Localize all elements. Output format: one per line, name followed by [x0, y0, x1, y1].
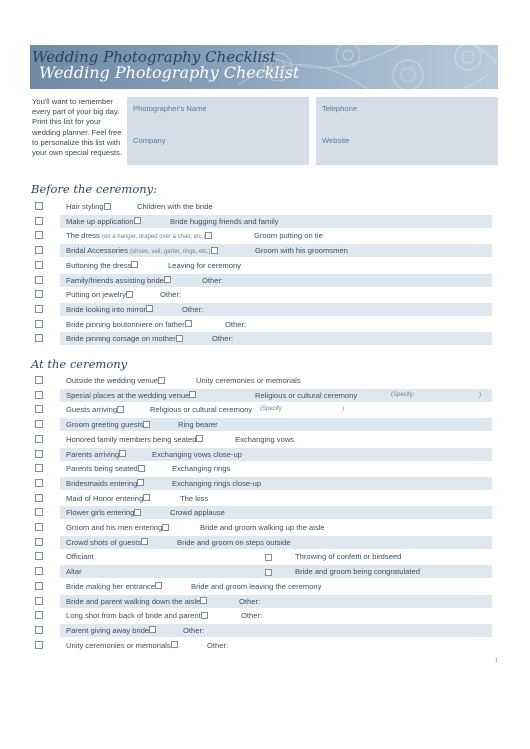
checkbox[interactable]: [35, 582, 43, 590]
checkbox[interactable]: [35, 276, 43, 284]
checkbox[interactable]: [143, 421, 150, 428]
item-label-secondary: Other:: [160, 290, 182, 300]
item-label-secondary: Throwing of confetti or birdseed: [295, 552, 402, 562]
checkbox[interactable]: [205, 232, 212, 239]
checklist-row: [60, 565, 492, 578]
checkbox[interactable]: [171, 641, 178, 648]
checkbox[interactable]: [35, 464, 43, 472]
item-label: Parents arriving: [66, 449, 120, 459]
item-label-secondary: Exchanging vows: [235, 434, 295, 444]
item-label: Bridal Accessories: [66, 246, 129, 256]
item-label-secondary: Other:: [241, 611, 263, 621]
item-label: Long shot from back of bride and parent: [66, 611, 201, 621]
item-label: Flower girls entering: [66, 508, 135, 518]
photographer-name-label: Photographer's Name: [133, 104, 207, 113]
item-label: Family/friends assisting bride: [66, 275, 164, 285]
item-label: Make up application: [66, 216, 134, 226]
checklist-row: [60, 374, 492, 387]
specify-close: ): [342, 406, 344, 413]
checklist-row: [60, 624, 492, 637]
specify-close: ): [479, 391, 481, 398]
item-label-secondary: Other:: [202, 275, 224, 285]
checkbox[interactable]: [35, 391, 43, 399]
item-label-secondary: Exchanging rings: [172, 464, 231, 474]
item-label-secondary: Bride hugging friends and family: [170, 216, 279, 226]
item-label: Bridesmaids entering: [66, 478, 138, 488]
item-label: Putting on jewelry: [66, 290, 126, 300]
section-title: Before the ceremony:: [31, 182, 158, 196]
item-label-secondary: Bride and groom leaving the ceremony: [191, 581, 322, 591]
checkbox[interactable]: [143, 494, 150, 501]
item-label-secondary: Other:: [183, 625, 205, 635]
checklist-row: [60, 521, 492, 534]
checkbox[interactable]: [185, 320, 192, 327]
item-label: Special places at the wedding venue: [66, 390, 190, 400]
checkbox[interactable]: [35, 552, 43, 560]
item-label: Guests arriving: [66, 405, 118, 415]
item-label: Bride looking into mirror: [66, 304, 147, 314]
checkbox[interactable]: [35, 290, 43, 298]
specify-note: (Specify:: [391, 391, 415, 398]
checklist-row: [60, 229, 492, 242]
checkbox[interactable]: [35, 305, 43, 313]
section-title: At the ceremony: [31, 357, 128, 371]
item-label-secondary: Other:: [207, 640, 229, 650]
telephone-field[interactable]: [316, 97, 498, 133]
checkbox[interactable]: [104, 203, 111, 210]
item-label-secondary: Ring bearer: [178, 420, 218, 430]
checkbox[interactable]: [35, 479, 43, 487]
item-label-secondary: Unity ceremonies or memorials: [196, 376, 301, 385]
item-label-secondary: Exchanging vows close-up: [152, 449, 242, 459]
item-label: Altar: [66, 567, 82, 577]
intro-text: You'll want to remember every part of your big day. Print this list for your wedding planner. Feel free to personalize this list with your own special requests.: [32, 97, 122, 158]
checklist-row: [60, 389, 492, 402]
item-label: Hair styling: [66, 202, 104, 211]
checkbox[interactable]: [35, 611, 43, 619]
checkbox[interactable]: [149, 626, 156, 633]
checklist-row: [60, 595, 492, 608]
checklist-row: [60, 288, 492, 301]
item-label-secondary: Other:: [239, 596, 261, 606]
checklist-row: [60, 244, 492, 257]
checkbox[interactable]: [265, 569, 272, 576]
item-label-secondary: Groom putting on tie: [254, 231, 323, 241]
checkbox[interactable]: [35, 435, 43, 443]
checkbox[interactable]: [35, 261, 43, 269]
checkbox[interactable]: [35, 320, 43, 328]
checkbox[interactable]: [35, 538, 43, 546]
checkbox[interactable]: [176, 335, 183, 342]
checkbox[interactable]: [196, 435, 203, 442]
specify-note: (Specify:: [260, 406, 284, 413]
checkbox[interactable]: [201, 612, 208, 619]
checkbox[interactable]: [35, 494, 43, 502]
checklist-row: [60, 448, 492, 461]
checkbox[interactable]: [35, 246, 43, 254]
checklist-row: [60, 274, 492, 287]
website-field[interactable]: [316, 129, 498, 165]
company-field[interactable]: [127, 129, 309, 165]
item-label: Groom greeting guests: [66, 420, 144, 430]
checklist-row: [60, 639, 492, 652]
checklist-row: [60, 477, 492, 490]
checklist-row: [60, 215, 492, 228]
checklist-row: [60, 200, 492, 213]
checkbox[interactable]: [35, 450, 43, 458]
checklist-row: [60, 580, 492, 593]
item-label-secondary: Bride and groom on steps outside: [177, 537, 291, 547]
checkbox[interactable]: [35, 334, 43, 342]
checkbox[interactable]: [35, 626, 43, 634]
title-back: Wedding Photography Checklist: [32, 48, 276, 66]
item-label-secondary: The kiss: [180, 493, 209, 503]
checklist-row: [60, 259, 492, 272]
checkbox[interactable]: [265, 554, 272, 561]
checklist-row: [60, 318, 492, 331]
checkbox[interactable]: [35, 217, 43, 225]
checkbox[interactable]: [35, 202, 43, 210]
item-label: Officiant: [66, 552, 94, 562]
checkbox[interactable]: [35, 641, 43, 649]
item-label: Bride making her entrance: [66, 581, 156, 591]
item-label: Outside the wedding venue: [66, 376, 159, 385]
item-label-secondary: Leaving for ceremony: [168, 260, 242, 270]
checklist-row: [60, 492, 492, 505]
item-label-secondary: Bride and groom being congratulated: [295, 567, 420, 577]
checkbox[interactable]: [158, 377, 165, 384]
item-label-secondary: Groom with his groomsmen: [255, 246, 348, 256]
checkbox[interactable]: [134, 217, 141, 224]
item-label: Bride pinning corsage on mother: [66, 334, 176, 344]
checkbox[interactable]: [126, 291, 133, 298]
checklist-row: [60, 462, 492, 475]
checkbox[interactable]: [35, 597, 43, 605]
checklist-row: [60, 418, 492, 431]
item-label: Crowd shots of guests: [66, 537, 142, 547]
item-label-secondary: Other:: [212, 334, 234, 344]
item-label: Unity ceremonies or memorials: [66, 640, 171, 650]
checkbox[interactable]: [35, 567, 43, 575]
item-label: Honored family members being seated: [66, 434, 197, 444]
item-label-secondary: Children with the bride: [137, 202, 213, 211]
checkbox[interactable]: [137, 479, 144, 486]
checkbox[interactable]: [200, 597, 207, 604]
item-label: Buttoning the dress: [66, 260, 132, 270]
page-number: 1: [495, 658, 499, 664]
checkbox[interactable]: [119, 450, 126, 457]
checkbox[interactable]: [211, 247, 218, 254]
item-label-secondary: Bride and groom walking up the aisle: [200, 523, 325, 532]
item-label-secondary: Crowd applause: [170, 508, 225, 518]
checklist-row: [60, 403, 492, 416]
website-label: Website: [322, 136, 350, 145]
checklist-row: [60, 506, 492, 519]
checkbox[interactable]: [35, 376, 43, 384]
company-label: Company: [133, 136, 166, 145]
item-label-secondary: Religious or cultural ceremony: [255, 390, 358, 400]
checklist-row: [60, 609, 492, 622]
item-label-secondary: Religious or cultural ceremony: [150, 405, 253, 415]
checklist-row: [60, 433, 492, 446]
item-note: (shoes, veil, garter, rings, etc.): [130, 249, 211, 256]
item-label: Parents being seated: [66, 464, 138, 474]
checkbox[interactable]: [189, 391, 196, 398]
checkbox[interactable]: [164, 276, 171, 283]
page-title: Wedding Photography Checklist: [39, 63, 300, 82]
item-label: Maid of Honor entering: [66, 493, 144, 503]
checkbox[interactable]: [35, 523, 43, 531]
checkbox[interactable]: [146, 305, 153, 312]
checkbox[interactable]: [162, 524, 169, 531]
checklist-row: [60, 536, 492, 549]
checkbox[interactable]: [35, 231, 43, 239]
item-label: Bride and parent walking down the aisle: [66, 596, 201, 606]
item-label-secondary: Other:: [182, 304, 204, 314]
checkbox[interactable]: [138, 465, 145, 472]
item-label: Groom and his men entering: [66, 523, 163, 532]
checkbox[interactable]: [131, 261, 138, 268]
header-banner: [30, 45, 498, 89]
checkbox[interactable]: [141, 538, 148, 545]
checklist-row: [60, 332, 492, 345]
checklist-row: [60, 550, 492, 563]
item-label: The dress: [66, 231, 100, 241]
checkbox[interactable]: [134, 509, 141, 516]
item-label: Bride pinning boutonniere on father: [66, 319, 185, 329]
checkbox[interactable]: [35, 508, 43, 516]
checkbox[interactable]: [155, 582, 162, 589]
item-label: Parent giving away bride: [66, 625, 150, 635]
item-label-secondary: Exchanging rings close-up: [172, 478, 262, 488]
item-label-secondary: Other:: [225, 319, 247, 329]
checklist-row: [60, 303, 492, 316]
photographer-name-field[interactable]: [127, 97, 309, 133]
item-note: (on a hanger, draped over a chair, etc.): [101, 234, 206, 241]
checkbox[interactable]: [35, 420, 43, 428]
checkbox[interactable]: [117, 406, 124, 413]
checkbox[interactable]: [35, 405, 43, 413]
telephone-label: Telephone: [322, 104, 358, 113]
